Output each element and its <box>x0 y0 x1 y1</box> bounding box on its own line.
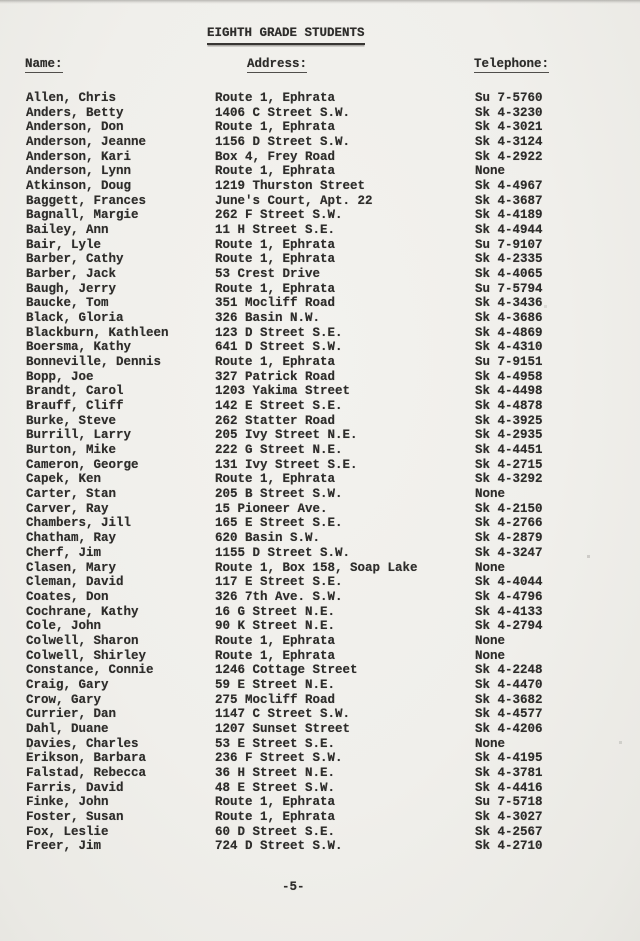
table-row <box>0 296 640 311</box>
table-row <box>0 399 640 414</box>
student-address: 275 Mocliff Road <box>215 692 336 707</box>
student-name: Crow, Gary <box>26 692 102 707</box>
table-row <box>0 546 640 561</box>
student-address: Route 1, Ephrata <box>215 809 336 824</box>
table-row <box>0 766 640 781</box>
student-phone: Sk 4-2710 <box>475 839 543 854</box>
student-name: Black, Gloria <box>26 311 124 326</box>
student-phone: None <box>475 560 506 575</box>
student-name: Carver, Ray <box>26 501 109 516</box>
table-row <box>0 825 640 840</box>
student-name: Brandt, Carol <box>26 384 124 399</box>
student-address: Route 1, Ephrata <box>215 281 336 296</box>
table-row <box>0 781 640 796</box>
student-phone: Su 7-9151 <box>475 355 543 370</box>
student-phone: Sk 4-4044 <box>475 575 543 590</box>
table-row <box>0 355 640 370</box>
table-row <box>0 120 640 135</box>
table-row <box>0 135 640 150</box>
table-row <box>0 384 640 399</box>
student-phone: Sk 4-2794 <box>475 619 543 634</box>
student-phone: None <box>475 648 506 663</box>
scan-noise-specks <box>0 0 1 1</box>
student-phone: Sk 4-3781 <box>475 765 543 780</box>
table-row <box>0 795 640 810</box>
table-row <box>0 238 640 253</box>
student-phone: Sk 4-3686 <box>475 311 543 326</box>
student-phone: Sk 4-2922 <box>475 149 543 164</box>
table-row <box>0 472 640 487</box>
student-phone: Sk 4-4577 <box>475 707 543 722</box>
student-address: 205 Ivy Street N.E. <box>215 428 358 443</box>
column-header-address: Address: <box>247 57 308 71</box>
student-address: 53 E Street S.E. <box>215 736 336 751</box>
student-name: Allen, Chris <box>26 91 117 105</box>
student-name: Barber, Cathy <box>26 252 124 267</box>
student-address: 117 E Street S.E. <box>215 575 343 590</box>
student-phone: Sk 4-2715 <box>475 457 543 472</box>
student-name: Baucke, Tom <box>26 296 109 311</box>
table-row <box>0 634 640 649</box>
column-header-name: Name: <box>25 57 63 71</box>
student-address: 1207 Sunset Street <box>215 721 351 736</box>
table-row <box>0 267 640 282</box>
student-phone: Sk 4-4065 <box>475 267 543 282</box>
student-name: Cochrane, Kathy <box>26 604 139 619</box>
student-name: Boersma, Kathy <box>26 340 132 355</box>
student-phone: Sk 4-4796 <box>475 589 543 604</box>
table-row <box>0 678 640 693</box>
student-address: Route 1, Ephrata <box>215 164 336 179</box>
student-address: 236 F Street S.W. <box>215 751 343 766</box>
table-row <box>0 502 640 517</box>
student-phone: Sk 4-2567 <box>475 824 543 839</box>
student-name: Falstad, Rebecca <box>26 765 147 780</box>
table-row <box>0 487 640 502</box>
table-row <box>0 693 640 708</box>
student-address: Route 1, Ephrata <box>215 795 336 810</box>
student-phone: Sk 4-3436 <box>475 296 543 311</box>
student-phone: Sk 4-2150 <box>475 501 543 516</box>
student-address: 1156 D Street S.W. <box>215 135 351 150</box>
student-address: June's Court, Apt. 22 <box>215 193 373 208</box>
student-phone: Sk 4-4189 <box>475 208 543 223</box>
student-address: 326 7th Ave. S.W. <box>215 589 343 604</box>
student-phone: Sk 4-2935 <box>475 428 543 443</box>
student-phone: Sk 4-4206 <box>475 721 543 736</box>
student-address: Route 1, Ephrata <box>215 633 336 648</box>
page-title: EIGHTH GRADE STUDENTS <box>207 26 365 45</box>
table-row <box>0 619 640 634</box>
table-row <box>0 194 640 209</box>
student-phone: Sk 4-3247 <box>475 545 543 560</box>
student-phone: Su 7-5760 <box>475 91 543 105</box>
student-name: Erikson, Barbara <box>26 751 147 766</box>
student-address: Route 1, Box 158, Soap Lake <box>215 560 418 575</box>
student-phone: Sk 4-3687 <box>475 193 543 208</box>
table-row <box>0 208 640 223</box>
student-phone: Sk 4-2766 <box>475 516 543 531</box>
student-name: Chambers, Jill <box>26 516 132 531</box>
table-row <box>0 179 640 194</box>
student-address: Box 4, Frey Road <box>215 149 336 164</box>
table-row <box>0 531 640 546</box>
student-name: Burton, Mike <box>26 443 117 458</box>
student-address: 1155 D Street S.W. <box>215 545 351 560</box>
student-name: Bopp, Joe <box>26 369 94 384</box>
student-address: Route 1, Ephrata <box>215 252 336 267</box>
table-row <box>0 223 640 238</box>
student-address: Route 1, Ephrata <box>215 355 336 370</box>
student-address: 351 Mocliff Road <box>215 296 336 311</box>
student-address: Route 1, Ephrata <box>215 120 336 135</box>
student-address: 59 E Street N.E. <box>215 677 336 692</box>
table-row <box>0 810 640 825</box>
table-row <box>0 150 640 165</box>
student-name: Farris, David <box>26 780 124 795</box>
student-phone: Sk 4-2879 <box>475 531 543 546</box>
student-name: Foster, Susan <box>26 809 124 824</box>
student-name: Burke, Steve <box>26 413 117 428</box>
student-address: 165 E Street S.E. <box>215 516 343 531</box>
student-address: 1406 C Street S.W. <box>215 105 351 120</box>
student-name: Burrill, Larry <box>26 428 132 443</box>
student-phone: Sk 4-2335 <box>475 252 543 267</box>
student-phone: Su 7-5794 <box>475 281 543 296</box>
student-address: 641 D Street S.W. <box>215 340 343 355</box>
student-name: Bagnall, Margie <box>26 208 139 223</box>
table-row <box>0 649 640 664</box>
page-number: -5- <box>282 880 305 894</box>
table-row <box>0 91 640 106</box>
table-row <box>0 590 640 605</box>
student-name: Baugh, Jerry <box>26 281 117 296</box>
scan-edge-artifact <box>0 0 640 4</box>
student-address: 1203 Yakima Street <box>215 384 351 399</box>
student-name: Davies, Charles <box>26 736 139 751</box>
student-address: 11 H Street S.E. <box>215 223 336 238</box>
table-row <box>0 370 640 385</box>
student-address: 724 D Street S.W. <box>215 839 343 854</box>
table-row <box>0 282 640 297</box>
student-phone: Sk 4-3925 <box>475 413 543 428</box>
student-phone: Sk 4-4133 <box>475 604 543 619</box>
student-address: Route 1, Ephrata <box>215 648 336 663</box>
table-row <box>0 164 640 179</box>
student-phone: Sk 4-3124 <box>475 135 543 150</box>
student-name: Anderson, Lynn <box>26 164 132 179</box>
student-phone: Sk 4-4310 <box>475 340 543 355</box>
student-address: Route 1, Ephrata <box>215 472 336 487</box>
table-row <box>0 751 640 766</box>
table-row <box>0 737 640 752</box>
student-name: Cameron, George <box>26 457 139 472</box>
table-row <box>0 458 640 473</box>
table-row <box>0 340 640 355</box>
table-row <box>0 575 640 590</box>
student-name: Bailey, Ann <box>26 223 109 238</box>
student-name: Cherf, Jim <box>26 545 102 560</box>
table-row <box>0 605 640 620</box>
student-name: Finke, John <box>26 795 109 810</box>
student-phone: Sk 4-3021 <box>475 120 543 135</box>
student-name: Capek, Ken <box>26 472 102 487</box>
student-address: 16 G Street N.E. <box>215 604 336 619</box>
student-name: Freer, Jim <box>26 839 102 854</box>
student-name: Coates, Don <box>26 589 109 604</box>
student-phone: Sk 4-2248 <box>475 663 543 678</box>
student-phone: Su 7-5718 <box>475 795 543 810</box>
student-name: Atkinson, Doug <box>26 179 132 194</box>
student-name: Barber, Jack <box>26 267 117 282</box>
student-name: Fox, Leslie <box>26 824 109 839</box>
student-address: 53 Crest Drive <box>215 267 321 282</box>
student-name: Colwell, Sharon <box>26 633 139 648</box>
student-phone: Sk 4-4498 <box>475 384 543 399</box>
table-row <box>0 516 640 531</box>
student-phone: Sk 4-4869 <box>475 325 543 340</box>
student-name: Brauff, Cliff <box>26 399 124 414</box>
student-phone: Sk 4-3292 <box>475 472 543 487</box>
student-address: 620 Basin S.W. <box>215 531 321 546</box>
student-name: Dahl, Duane <box>26 721 109 736</box>
table-row <box>0 722 640 737</box>
student-phone: Sk 4-4451 <box>475 443 543 458</box>
student-address: 142 E Street S.E. <box>215 399 343 414</box>
student-address: Route 1, Ephrata <box>215 237 336 252</box>
student-phone: Sk 4-4195 <box>475 751 543 766</box>
student-phone: Sk 4-4416 <box>475 780 543 795</box>
student-phone: Sk 4-4958 <box>475 369 543 384</box>
student-name: Currier, Dan <box>26 707 117 722</box>
student-name: Anders, Betty <box>26 105 124 120</box>
student-phone: None <box>475 164 506 179</box>
student-name: Anderson, Kari <box>26 149 132 164</box>
student-name: Constance, Connie <box>26 663 154 678</box>
table-row <box>0 663 640 678</box>
student-phone: Sk 4-3682 <box>475 692 543 707</box>
student-name: Anderson, Don <box>26 120 124 135</box>
student-phone: Sk 4-4470 <box>475 677 543 692</box>
student-address: 262 Statter Road <box>215 413 336 428</box>
student-address: 131 Ivy Street S.E. <box>215 457 358 472</box>
student-address: 222 G Street N.E. <box>215 443 343 458</box>
student-name: Colwell, Shirley <box>26 648 147 663</box>
table-row <box>0 707 640 722</box>
student-address: 90 K Street N.E. <box>215 619 336 634</box>
student-phone: None <box>475 736 506 751</box>
student-address: 60 D Street S.E. <box>215 824 336 839</box>
table-row <box>0 311 640 326</box>
student-phone: Sk 4-3027 <box>475 809 543 824</box>
student-name: Craig, Gary <box>26 677 109 692</box>
table-row <box>0 839 640 854</box>
student-name: Chatham, Ray <box>26 531 117 546</box>
table-row <box>0 252 640 267</box>
student-name: Cole, John <box>26 619 102 634</box>
student-phone: Sk 4-4944 <box>475 223 543 238</box>
student-address: Route 1, Ephrata <box>215 91 336 105</box>
student-phone: None <box>475 487 506 502</box>
student-phone: Sk 4-4967 <box>475 179 543 194</box>
table-row <box>0 561 640 576</box>
student-address: 326 Basin N.W. <box>215 311 321 326</box>
table-row <box>0 443 640 458</box>
student-name: Carter, Stan <box>26 487 117 502</box>
student-address: 15 Pioneer Ave. <box>215 501 328 516</box>
column-header-telephone: Telephone: <box>474 57 550 71</box>
student-address: 123 D Street S.E. <box>215 325 343 340</box>
student-phone: None <box>475 633 506 648</box>
student-address: 205 B Street S.W. <box>215 487 343 502</box>
student-name: Baggett, Frances <box>26 193 147 208</box>
student-name: Clasen, Mary <box>26 560 117 575</box>
student-name: Bair, Lyle <box>26 237 102 252</box>
table-row <box>0 428 640 443</box>
student-address: 1147 C Street S.W. <box>215 707 351 722</box>
table-row <box>0 106 640 121</box>
student-name: Bonneville, Dennis <box>26 355 162 370</box>
student-phone: Su 7-9107 <box>475 237 543 252</box>
student-address: 262 F Street S.W. <box>215 208 343 223</box>
table-row <box>0 414 640 429</box>
students-table <box>0 91 640 854</box>
student-address: 48 E Street S.W. <box>215 780 336 795</box>
student-address: 327 Patrick Road <box>215 369 336 384</box>
student-address: 36 H Street N.E. <box>215 765 336 780</box>
student-address: 1219 Thurston Street <box>215 179 366 194</box>
student-name: Cleman, David <box>26 575 124 590</box>
student-name: Anderson, Jeanne <box>26 135 147 150</box>
table-row <box>0 326 640 341</box>
student-phone: Sk 4-3230 <box>475 105 543 120</box>
student-address: 1246 Cottage Street <box>215 663 358 678</box>
student-phone: Sk 4-4878 <box>475 399 543 414</box>
student-name: Blackburn, Kathleen <box>26 325 169 340</box>
